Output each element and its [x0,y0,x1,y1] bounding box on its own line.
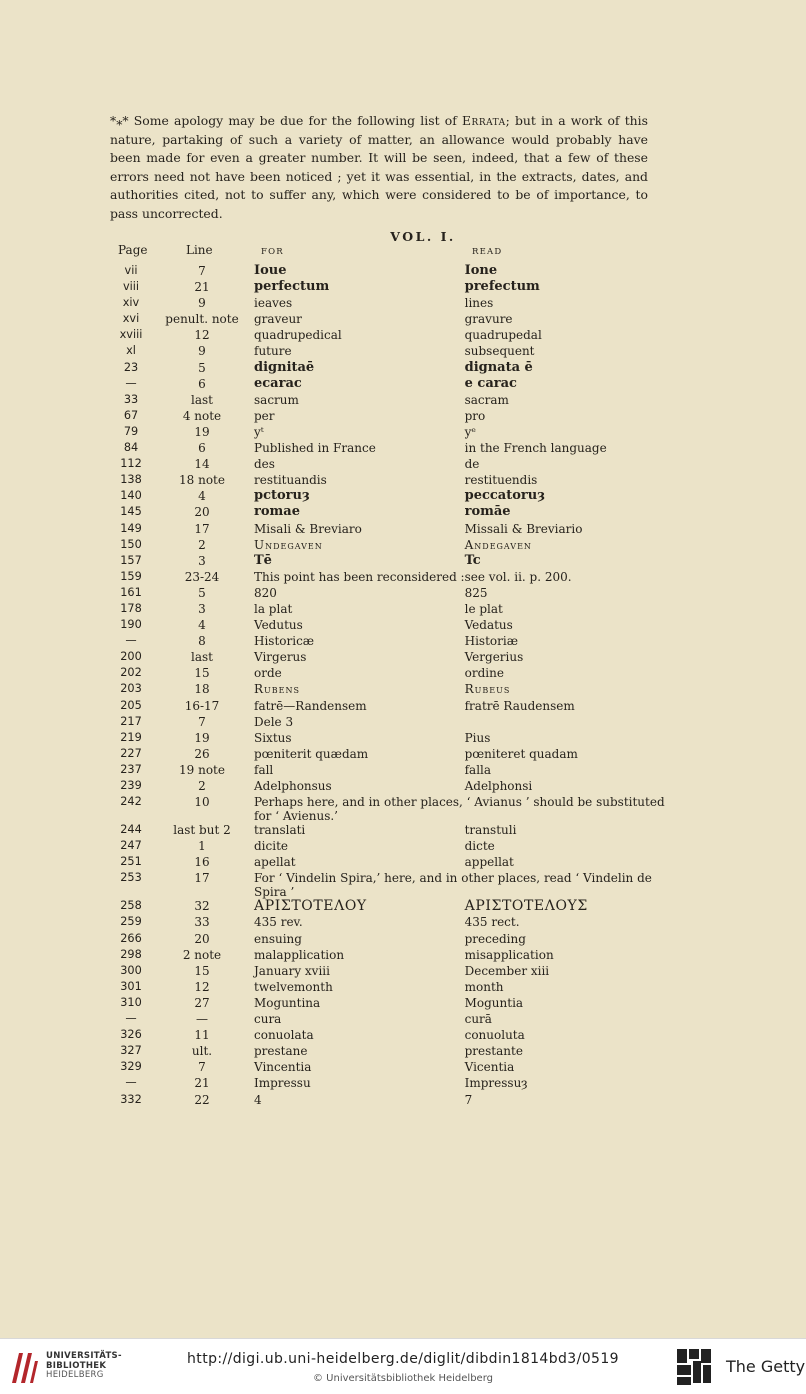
line-number: 19 [194,424,210,439]
erroneous-text: Historicæ [254,634,315,649]
page-number: 332 [120,1092,142,1106]
errata-row [106,280,666,296]
page-number: xvi [122,312,140,326]
errata-row [106,1093,666,1109]
page-number: 217 [120,714,142,728]
page-number: 239 [120,779,142,792]
erroneous-text: Impressu [254,1076,311,1091]
corrected-text: subsequent [464,344,535,359]
corrected-text: Historiæ [464,634,518,649]
page-url-link[interactable]: http://digi.ub.uni-heidelberg.de/diglit/dibdin1814bd3/0519 [187,1351,619,1367]
errata-row [106,1028,666,1044]
errata-row [106,715,666,731]
erroneous-text: 4 [254,1092,262,1107]
errata-row [106,650,666,666]
errata-row [106,264,666,280]
corrected-text: Moguntia [464,995,524,1010]
erroneous-text: ecarac [254,375,302,391]
erroneous-text: future [254,344,292,359]
errata-row [106,915,666,931]
errata-row [106,763,666,779]
erroneous-text: per [254,408,275,423]
page-number: 253 [120,871,142,885]
errata-row [106,855,666,871]
line-number: 3 [198,553,206,568]
erroneous-text: twelvemonth [254,979,333,994]
page-number: 259 [120,915,142,929]
page-number: 237 [120,762,142,776]
corrected-text: preceding [464,931,526,946]
page-number: 150 [120,537,142,551]
getty-name: The Getty [726,1357,806,1376]
errata-row [106,1044,666,1060]
line-number: 20 [194,931,210,946]
errata-row [106,996,666,1012]
corrected-text: yᵉ [464,424,477,439]
errata-row [106,489,666,505]
page-number: vii [124,264,138,277]
line-number: 18 note [179,473,225,488]
erroneous-text: la plat [254,601,293,616]
erroneous-text: des [254,457,275,472]
page-number: 329 [120,1060,142,1074]
erroneous-text: malapplication [254,947,345,962]
errata-row [106,473,666,489]
line-number: 27 [194,995,210,1010]
line-number: 20 [194,505,210,520]
line-number: 19 note [179,762,225,777]
erroneous-text: Undegaven [254,537,323,552]
erroneous-text: Dele 3 [254,714,294,729]
page-number: 145 [120,505,142,519]
header-line: Line [186,243,213,257]
page-number: 310 [120,995,142,1009]
page-number: 161 [120,585,142,599]
line-number: last [191,650,213,665]
corrected-text: Andegaven [464,537,532,552]
corrected-text: ordine [464,666,504,681]
line-number: — [196,1012,208,1027]
errata-row [106,538,666,554]
corrected-text: prestante [464,1044,523,1059]
line-number: 2 [198,537,206,552]
line-number: 9 [198,296,206,311]
erroneous-text: Moguntina [254,995,321,1010]
corrected-text: December xiii [464,963,550,978]
line-number: 10 [194,795,210,810]
erroneous-text: fatrē—Randensem [254,698,367,713]
errata-row [106,554,666,570]
errata-row [106,586,666,602]
corrected-text: pœniteret quadam [464,746,578,761]
corrected-text: peccatoruȝ [464,488,546,504]
errata-row [106,1012,666,1028]
viewer-footer [0,1338,806,1394]
corrected-text: Vicentia [464,1060,515,1075]
volume-title: VOL. I. [390,229,456,244]
erroneous-text: Ioue [254,263,287,278]
page-number: 157 [120,553,142,567]
erroneous-text: pœniterit quædam [254,746,369,761]
library-name: UNIVERSITÄTS- BIBLIOTHEK HEIDELBERG [46,1351,122,1380]
errata-row [106,361,666,377]
line-number: 32 [194,899,210,914]
correction-note: For ‘ Vindelin Spira,’ here, and in other places, read ‘ Vindelin de Spira ’ [254,871,652,900]
errata-row [106,570,666,586]
page-number: 298 [120,947,142,961]
line-number: 18 [194,682,210,697]
corrected-text: e carac [464,375,517,391]
corrected-text: curā [464,1012,492,1027]
page-number: xviii [119,328,143,342]
errata-row [106,980,666,996]
errata-row [106,393,666,409]
errata-row [106,871,666,899]
corrected-text: ΑΡΙΣΤΟΤΕΛΟΥΣ [464,898,588,915]
erroneous-text: conuolata [254,1028,314,1043]
line-number: 4 note [182,408,222,423]
errata-row [106,296,666,312]
line-number: 5 [198,360,206,375]
erroneous-text: Tē [254,552,272,568]
errata-row [106,699,666,715]
erroneous-text: Published in France [254,441,376,456]
line-number: last [191,392,213,407]
corrected-text: prefectum [464,279,540,295]
page-number: 301 [120,979,142,993]
page-number: 84 [123,441,139,455]
page-number: 149 [120,521,142,535]
erroneous-text: dicite [254,839,289,854]
corrected-text: transtuli [464,823,517,838]
line-number: last but 2 [173,823,231,838]
corrected-text: 435 rect. [464,915,520,930]
corrected-text: 7 [464,1092,473,1107]
line-number: 2 note [182,947,222,962]
erroneous-text: Rubens [254,682,300,697]
corrected-text: le plat [464,601,503,616]
erroneous-text: orde [254,666,282,681]
page-number: 190 [120,618,142,632]
corrected-text: 825 [464,585,488,600]
asterism: *⁎* [110,113,129,128]
line-number: 19 [194,730,210,745]
corrected-text: sacram [464,392,509,407]
erroneous-text: apellat [254,855,296,870]
line-number: 23-24 [184,569,220,584]
errata-row [106,409,666,425]
line-number: 6 [198,441,206,456]
corrected-text: romāe [464,504,511,520]
erroneous-text: prestane [254,1044,308,1059]
page-number: 327 [120,1044,142,1058]
erroneous-text: restituandis [254,473,327,488]
errata-row [106,731,666,747]
errata-row [106,328,666,344]
page-number: 251 [120,855,142,869]
getty-logo-icon [676,1347,712,1387]
line-number: 4 [198,489,206,504]
erroneous-text: Sixtus [254,730,292,745]
page-number: 205 [120,698,142,712]
line-number: 12 [194,328,210,343]
erroneous-text: translati [254,823,306,838]
errata-row [106,839,666,855]
errata-row [106,779,666,795]
erroneous-text: quadrupedical [254,328,342,343]
erroneous-text: graveur [254,312,302,327]
line-number: 15 [194,963,210,978]
page-number: 247 [120,839,142,853]
errata-row [106,964,666,980]
errata-row [106,747,666,763]
corrected-text: quadrupedal [464,328,542,343]
line-number: 2 [198,779,206,793]
page-number: xl [126,344,136,358]
erroneous-text: ΑΡΙΣΤΟΤΕΛΟΥ [254,898,367,915]
page-number: 79 [123,424,139,438]
errata-row [106,823,666,839]
errata-row [106,1060,666,1076]
erroneous-text: romae [254,504,300,520]
page-number: 219 [120,730,142,744]
errata-row [106,312,666,328]
page-number: 227 [120,746,142,760]
line-number: 33 [194,915,210,930]
intro-before: Some apology may be due for the following list of [133,113,462,128]
line-number: 26 [194,746,210,761]
correction-note: Perhaps here, and in other places, ‘ Avianus ’ should be substituted for ‘ Avienus.’ [254,795,665,824]
line-number: 3 [198,601,206,616]
corrected-text: Missali & Breviario [464,521,583,536]
page-number: 138 [120,473,142,487]
errata-row [106,948,666,964]
errata-row [106,618,666,634]
corrected-text: Ione [464,263,498,278]
errata-row [106,522,666,538]
erroneous-text: Virgerus [254,650,307,665]
corrected-text [465,715,666,731]
errata-word: Errata [462,113,506,128]
page-number: 202 [120,666,142,680]
header-page: Page [118,243,148,257]
corrected-text: see vol. ii. p. 200. [464,569,572,584]
erroneous-text: This point has been reconsidered : [254,569,465,584]
errata-row [106,682,666,698]
intro-after: ; but in a work of this nature, partaking of such a variety of matter, an allowance would probably have been made for even a greater number. It will be seen, indeed, that a few of these errors need not have been noticed ; yet it was essential, in the extracts, dates, and authorities cited, not to suffer any, which were considered to be of importance, to pass uncorrected. [110,113,648,221]
errata-row [106,505,666,521]
corrected-text: gravure [464,312,513,327]
page-number: 266 [120,931,142,945]
errata-row [106,666,666,682]
errata-row [106,1076,666,1092]
corrected-text: Impressuȝ [464,1076,528,1091]
errata-row [106,441,666,457]
line-number: 7 [198,714,206,729]
line-number: 6 [198,376,206,391]
page-number: 258 [120,899,142,913]
line-number: 22 [194,1092,210,1107]
erroneous-text: sacrum [254,392,299,407]
header-for: FOR [261,247,284,257]
page-number: 244 [120,823,142,837]
errata-row [106,602,666,618]
erroneous-text: Vedutus [254,618,303,633]
page-number: — [125,1012,137,1026]
erroneous-text: fall [254,762,274,777]
line-number: 21 [194,280,210,295]
line-number: 14 [194,457,210,472]
line-number: 17 [194,521,210,536]
erroneous-text: ieaves [254,296,293,311]
corrected-text: appellat [464,855,514,870]
corrected-text: Pius [464,730,491,745]
corrected-text: Rubeus [464,682,511,697]
corrected-text: fratrē Raudensem [464,698,575,713]
line-number: 8 [198,634,206,649]
copyright: © Universitätsbibliothek Heidelberg [312,1373,493,1384]
page-number: 300 [120,963,142,977]
corrected-text: lines [464,296,494,311]
corrected-text: in the French language [464,441,607,456]
errata-row [106,634,666,650]
line-number: 21 [194,1076,210,1091]
errata-intro [110,112,648,223]
corrected-text: falla [464,762,492,777]
page-number: 112 [120,457,142,471]
page-number: 326 [120,1028,142,1042]
corrected-text: Adelphonsi [464,779,533,793]
corrected-text: month [464,979,504,994]
line-number: ult. [191,1044,213,1059]
errata-row [106,932,666,948]
header-read: READ [472,247,503,257]
erroneous-text: pctoruȝ [254,488,310,504]
corrected-text: Vedatus [464,618,513,633]
page-number: 159 [120,569,142,583]
page-number: 203 [120,682,142,696]
erroneous-text: yᵗ [254,424,264,439]
line-number: 16-17 [184,698,220,713]
page-number: — [125,1076,137,1090]
erroneous-text: 435 rev. [254,915,303,930]
corrected-text: dignata ē [464,359,533,375]
corrected-text: pro [464,408,486,423]
erroneous-text: dignitaē [254,359,315,375]
erroneous-text: cura [254,1012,282,1027]
corrected-text: dicte [464,839,495,854]
corrected-text: conuoluta [464,1028,525,1043]
line-number: 5 [198,585,206,600]
corrected-text: de [464,457,480,472]
line-number: 7 [198,264,206,278]
errata-table [106,264,666,1109]
line-number: 17 [194,871,210,886]
page-number: 242 [120,795,142,809]
corrected-text: restituendis [464,473,538,488]
erroneous-text: ensuing [254,931,302,946]
page-number: 33 [123,392,139,406]
line-number: 1 [198,839,206,854]
corrected-text: misapplication [464,947,554,962]
erroneous-text: perfectum [254,279,330,295]
erroneous-text: Misali & Breviaro [254,521,362,536]
page-number: 67 [123,408,139,422]
errata-row [106,795,666,823]
page-number: 178 [120,601,142,615]
line-number: 7 [198,1060,206,1075]
page-number: — [125,376,137,390]
erroneous-text: 820 [254,585,277,600]
line-number: 9 [198,344,206,359]
erroneous-text: Vincentia [254,1060,312,1075]
line-number: 15 [194,666,210,681]
erroneous-text: Adelphonsus [254,779,332,793]
page-number: 200 [120,650,142,664]
erroneous-text: January xviii [254,963,330,978]
line-number: 4 [198,618,206,633]
corrected-text: Tc [464,552,481,568]
page-number: 140 [120,489,142,503]
line-number: 11 [194,1028,210,1043]
errata-row [106,344,666,360]
errata-row [106,457,666,473]
errata-row [106,899,666,915]
page-number: xiv [122,296,140,310]
errata-row [106,377,666,393]
line-number: 16 [194,855,210,870]
page-number: 23 [123,360,139,374]
page-number: — [125,634,137,648]
page-number: viii [122,280,140,294]
line-number: penult. note [165,312,239,327]
errata-row [106,425,666,441]
line-number: 12 [194,979,210,994]
corrected-text: Vergerius [464,650,524,665]
